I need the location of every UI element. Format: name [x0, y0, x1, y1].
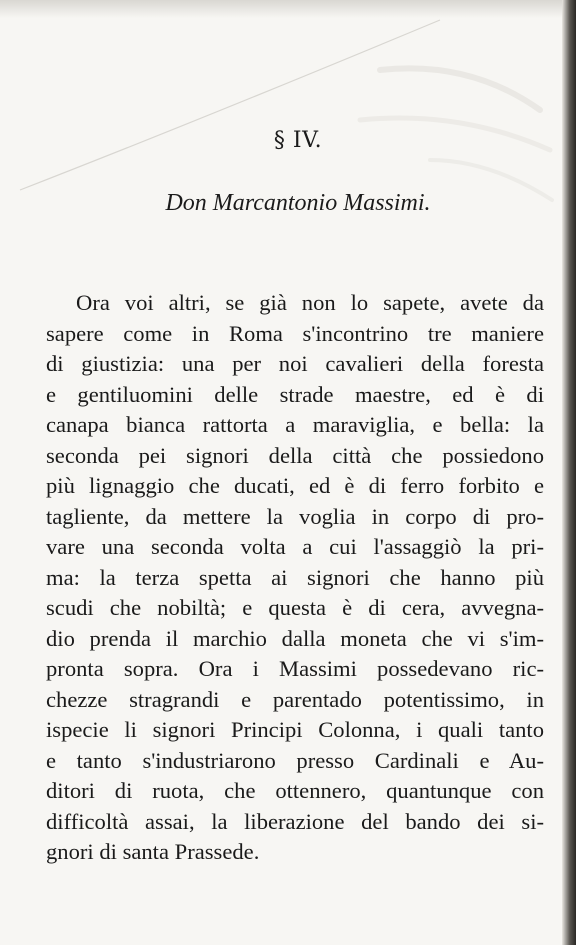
text-line: seconda pei signori della città che possiedono — [46, 442, 544, 468]
text-line: dio prenda il marchio dalla moneta che vi s'im- — [46, 625, 544, 651]
top-shadow — [0, 0, 576, 18]
text-line: vare una seconda volta a cui l'assaggiò la pri- — [46, 534, 544, 559]
text-line: di giustizia: una per noi cavalieri della foresta — [46, 351, 544, 376]
section-number: § IV. — [273, 128, 323, 153]
text-line: canapa bianca rattorta a maraviglia, e bella: la — [46, 412, 544, 437]
text-line: chezze stragrandi e parentado potentissimo, in — [46, 686, 544, 712]
text-line: sapere come in Roma s'incontrino tre maniere — [46, 320, 544, 346]
chapter-title: Don Marcantonio Massimi. — [165, 190, 431, 216]
text-line: gnori di santa Prassede. — [46, 839, 260, 864]
text-line: difficoltà assai, la liberazione del bando dei si- — [46, 808, 544, 834]
text-line: scudi che nobiltà; e questa è di cera, avvegna- — [46, 595, 544, 620]
text-line: ma: la terza spetta ai signori che hanno più — [46, 564, 544, 590]
text-line: ispecie li signori Principi Colonna, i quali tanto — [46, 717, 544, 742]
paragraph — [46, 288, 544, 868]
text-line: ditori di ruota, che ottennero, quantunque con — [46, 778, 544, 803]
text-line: tagliente, da mettere la voglia in corpo di pro- — [46, 503, 544, 529]
page-edge-shadow — [562, 0, 576, 945]
text-line: Ora voi altri, se già non lo sapete, avete da — [76, 290, 544, 315]
text-line: pronta sopra. Ora i Massimi possedevano ric- — [46, 656, 544, 681]
text-line: più lignaggio che ducati, ed è di ferro forbito e — [46, 473, 544, 498]
text-line: e gentiluomini delle strade maestre, ed è di — [46, 381, 544, 407]
text-line: e tanto s'industriarono presso Cardinali e Au- — [46, 747, 544, 773]
